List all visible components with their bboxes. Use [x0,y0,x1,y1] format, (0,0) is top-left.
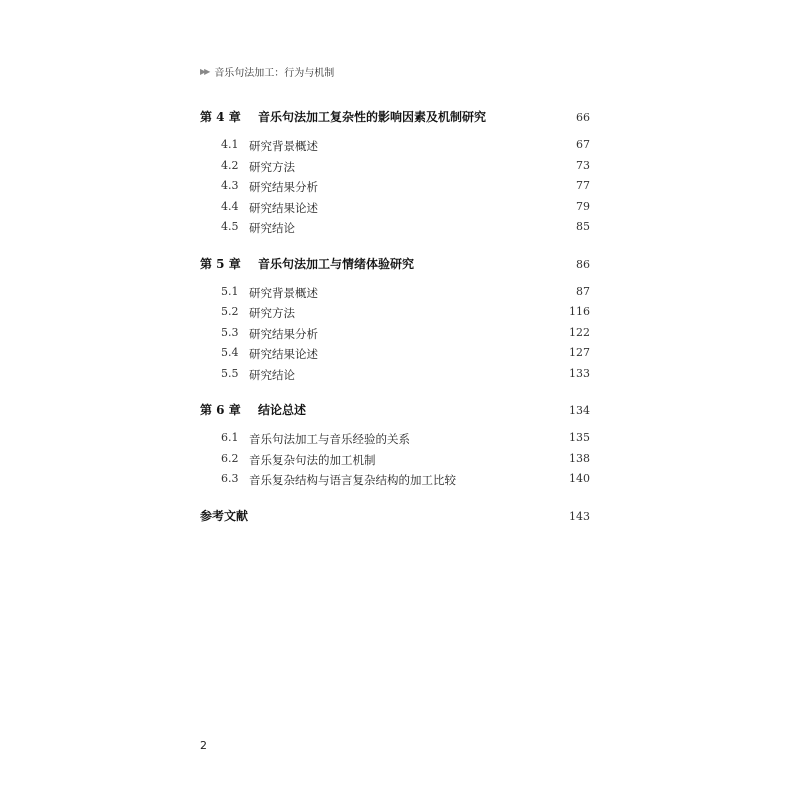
section-number: 5.5 [221,366,239,380]
toc-section-5-2[interactable] [200,305,590,326]
section-page: 133 [569,366,590,380]
section-title: 研究结论 [249,221,295,235]
section-title: 研究结论 [249,367,295,382]
toc-section-6-1[interactable] [200,431,590,452]
section-page: 122 [569,325,590,339]
toc-chapter-5[interactable] [200,255,590,275]
chapter-title: 音乐句法加工与情绪体验研究 [258,256,415,271]
section-number: 4.2 [221,158,239,172]
section-page: 138 [569,451,590,465]
chapter-page: 66 [576,111,590,124]
section-number: 6.3 [221,472,239,485]
section-title: 研究结果分析 [249,326,318,341]
chapter-number: 第 5 章 [200,256,241,271]
section-title: 音乐复杂结构与语言复杂结构的加工比较 [249,473,456,487]
section-page: 87 [576,284,590,298]
toc-references[interactable] [200,507,590,527]
section-page: 73 [576,158,590,172]
chapter-number: 第 4 章 [200,110,241,124]
toc-chapter-6[interactable] [200,401,590,421]
references-page: 143 [569,509,590,523]
section-page: 79 [576,199,590,213]
running-header [200,64,334,78]
section-number: 6.1 [221,431,239,444]
chapter-title: 结论总述 [258,403,307,417]
section-title: 研究方法 [249,306,295,320]
chapter-5-sections [200,285,590,388]
toc-section-5-3[interactable] [200,326,590,347]
section-number: 4.5 [221,220,239,233]
section-title: 研究方法 [249,159,295,174]
chapter-page: 86 [576,257,590,271]
section-page: 135 [569,431,590,444]
toc-chapter-4[interactable] [200,108,590,128]
section-page: 127 [569,346,590,359]
running-header-title: 音乐句法加工：行为与机制 [214,67,335,79]
section-title: 研究结果论述 [249,200,318,215]
section-number: 5.3 [221,325,239,339]
toc-section-6-3[interactable] [200,472,590,493]
section-page: 116 [569,305,590,318]
toc-section-4-1[interactable] [200,138,590,159]
chapter-title: 音乐句法加工复杂性的影响因素及机制研究 [258,110,487,124]
table-of-contents [200,108,590,527]
section-title: 研究背景概述 [249,285,318,300]
section-number: 5.4 [221,346,239,359]
toc-section-6-2[interactable] [200,452,590,473]
section-number: 5.2 [221,305,239,318]
chapter-6-sections [200,431,590,493]
double-arrow-icon: ▶▶ [200,66,209,76]
section-number: 4.1 [221,138,239,151]
section-page: 77 [576,179,590,192]
section-title: 研究结果分析 [249,180,318,194]
toc-section-4-3[interactable] [200,179,590,200]
section-page: 67 [576,138,590,151]
section-number: 4.3 [221,179,239,192]
chapter-number: 第 6 章 [200,403,241,417]
chapter-4-sections [200,138,590,241]
section-number: 5.1 [221,284,239,298]
toc-section-4-5[interactable] [200,220,590,241]
references-title: 参考文献 [200,508,249,523]
toc-section-5-4[interactable] [200,346,590,367]
section-page: 85 [576,220,590,233]
section-page: 140 [569,472,590,485]
chapter-page: 134 [569,404,590,417]
toc-section-5-5[interactable] [200,367,590,388]
page-number: 2 [200,739,207,752]
section-number: 4.4 [221,199,239,213]
toc-section-4-2[interactable] [200,159,590,180]
section-number: 6.2 [221,451,239,465]
toc-section-5-1[interactable] [200,285,590,306]
section-title: 研究背景概述 [249,139,318,153]
section-title: 音乐复杂句法的加工机制 [249,452,376,467]
section-title: 研究结果论述 [249,347,318,361]
toc-section-4-4[interactable] [200,200,590,221]
section-title: 音乐句法加工与音乐经验的关系 [249,432,410,446]
